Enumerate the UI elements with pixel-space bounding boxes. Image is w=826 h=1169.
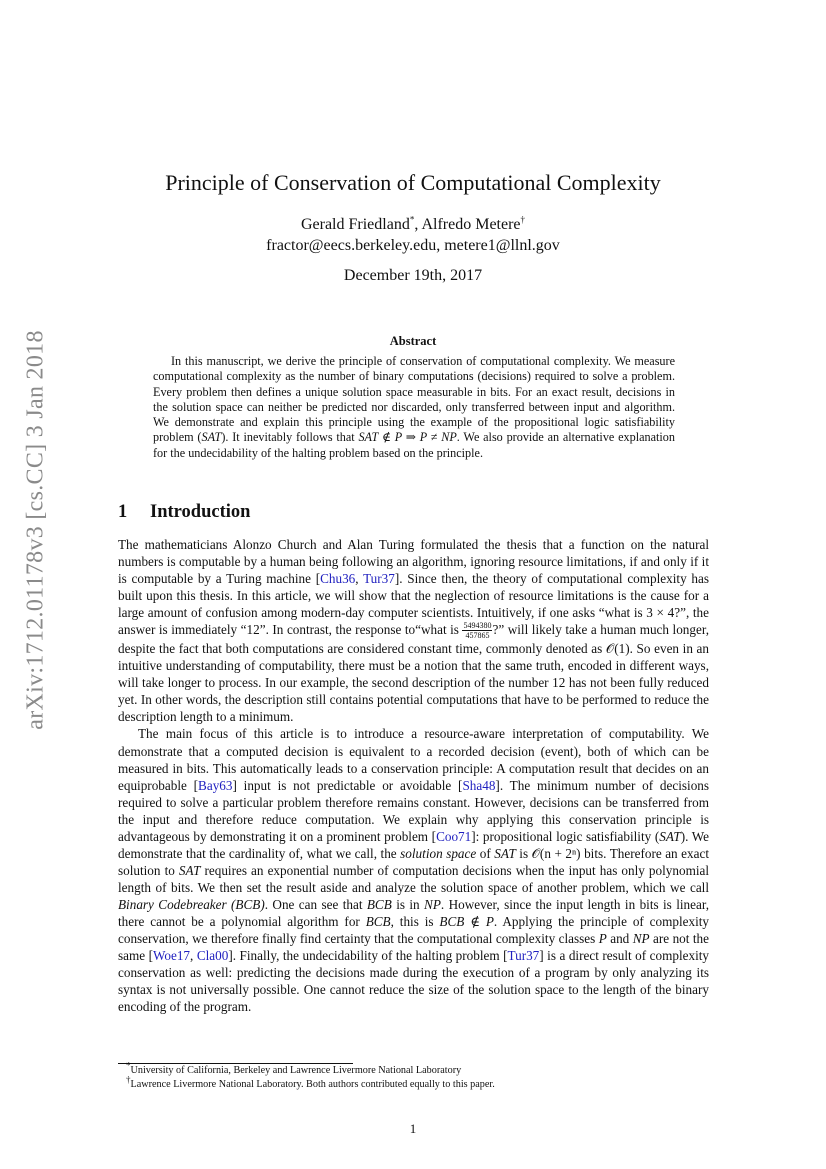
arxiv-sidebar-stamp xyxy=(16,330,56,730)
abstract-text: In this manuscript, we derive the principle of conservation of computational complexity. We measure computational complexity as the number of binary computations (decisions) required to solve a problem. Every problem then defines a unique solution space measurable in bits. For an exact result, decisions in the solution space can neither be predicted nor discarded, only transferred between input and algorithm. We demonstrate and explain this principle using the example of the propositional logic satisfiability problem (SAT). It inevitably follows that SAT ∉ P ⇒ P ≠ NP. We also provide an alternative explanation for the undecidability of the halting problem based on the principle. xyxy=(153,354,675,460)
author-2-footnote-mark[interactable]: † xyxy=(520,214,526,225)
author-names: Gerald Friedland*, Alfredo Metere† xyxy=(300,214,526,233)
author-1: Gerald Friedland xyxy=(300,216,410,233)
footnotes xyxy=(118,1060,709,1091)
section-heading-introduction xyxy=(118,502,250,523)
footnote-1: *University of California, Berkeley and Lawrence Livermore National Laboratory xyxy=(126,1060,462,1076)
citation-link[interactable]: Sha48 xyxy=(462,777,496,793)
footnote-2: †Lawrence Livermore National Laboratory. Both authors contributed equally to this paper. xyxy=(126,1074,495,1090)
citation-link[interactable]: Tur37 xyxy=(507,948,540,964)
citation-link[interactable]: Woe17 xyxy=(153,948,191,964)
arxiv-id[interactable]: arXiv:1712.01178v3 [cs.CC] 3 Jan 2018 xyxy=(22,330,49,730)
citation-link[interactable]: Bay63 xyxy=(198,777,233,793)
paragraph: The main focus of this article is to introduce a resource-aware interpretation of computability. We demonstrate that a computed decision is equivalent to a recorded decision (event), both of which can be measured in bits. This automatically leads to a conservation principle: A computation result that decides on an equiprobable [Bay63] input is not predictable or avoidable [Sha48]. The minimum number of decisions required to solve a particular problem therefore remains constant. However, decisions can be transferred from the input and therefore reduce computation. We explain why applying this conservation principle is advantageous by demonstrating it on a prominent problem [Coo71]: propositional logic satisfiability (SAT). We demonstrate that the cardinality of, what we call, the solution space of SAT is 𝒪(n + 2ⁿ) bits. Therefore an exact solution to SAT requires an exponential number of computation decisions when the input has only polynomial length of bits. We then set the result aside and analyze the solution space of another problem, which we call Binary Codebreaker (BCB). One can see that BCB is in NP. However, since the input length in bits is linear, there cannot be a polynomial algorithm for BCB, this is BCB ∉ P. Applying the principle of complexity conservation, we therefore finally find certainty that the computational complexity classes P and NP are not the same [Woe17, Cla00]. Finally, the undecidability of the halting problem [Tur37] is a direct result of complexity conservation as well: predicting the decisions made during the execution of a program by only analyzing its syntax is not universally possible. One cannot reduce the size of the solution space to the length of the binary encoding of the program. xyxy=(118,726,710,1015)
fraction: $\frac{5494380}{457865}$ xyxy=(463,621,492,641)
paper-title: Principle of Conservation of Computational Complexity xyxy=(165,170,661,195)
citation-link[interactable]: Cla00 xyxy=(196,948,229,964)
author-emails: fractor@eecs.berkeley.edu, metere1@llnl.gov xyxy=(266,237,560,254)
author-1-footnote-mark[interactable]: * xyxy=(409,214,415,225)
section-title: Introduction xyxy=(150,502,251,522)
paragraph: The mathematicians Alonzo Church and Alan Turing formulated the thesis that a function on the natural numbers is computable by a human being following an algorithm, ignoring resource limitations, if and only if it is computable by a Turing machine [Chu36, Tur37]. Since then, the theory of computational complexity has built upon this thesis. In this article, we will show that the neglection of resource limitations is the cause for a large amount of confusion among modern-day computer scientists. Intuitively, if one asks “what is 3 × 4?”, the answer is immediately “12”. In contrast, the response to“what is $\frac{5494380}{457865}$ ?” will likely take a human much longer, despite the fact that both computations are considered constant time, commonly denoted as 𝒪(1). So even in an intuitive understanding of computability, there must be a notion that the same truth, encoded in different ways, will take longer to process. In our example, the second description of the number 12 has not been fully reduced yet. In other words, the description still contains potential computations that have to be performed to reduce the description length to a minimum. xyxy=(118,537,710,725)
citation-link[interactable]: Tur37 xyxy=(363,571,395,587)
citation-link[interactable]: Chu36 xyxy=(320,571,356,587)
section-number: 1 xyxy=(118,502,128,522)
page-number: 1 xyxy=(409,1121,417,1136)
author-2: Alfredo Metere xyxy=(421,216,521,233)
body-text xyxy=(118,536,709,1015)
paper-date: December 19th, 2017 xyxy=(343,267,483,284)
author-block xyxy=(0,214,826,256)
citation-link[interactable]: Coo71 xyxy=(436,828,472,844)
abstract-heading: Abstract xyxy=(389,334,437,348)
